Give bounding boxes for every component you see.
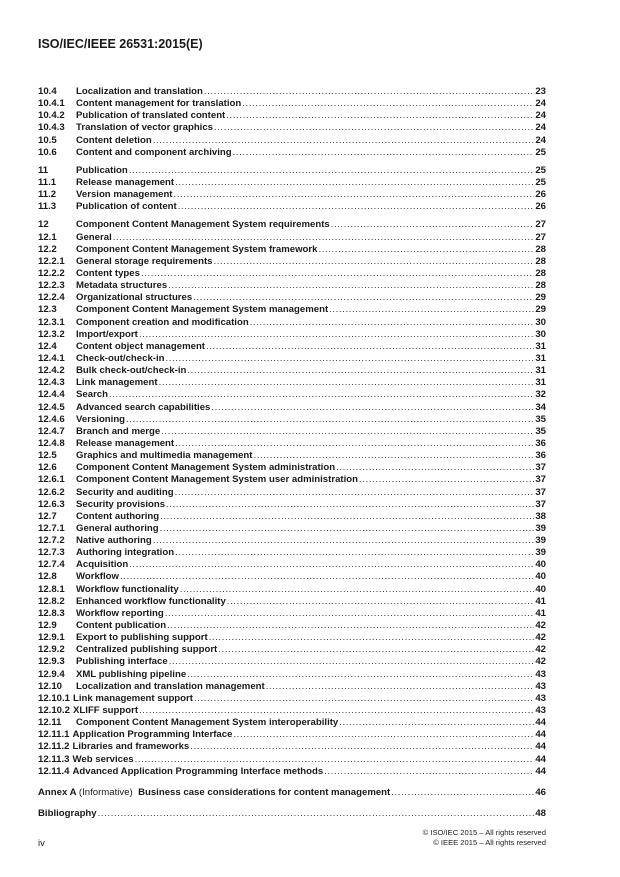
toc-leader-dots	[227, 596, 535, 608]
toc-entry[interactable]	[38, 474, 546, 486]
toc-leader-dots	[180, 584, 535, 596]
toc-leader-dots	[250, 317, 535, 329]
toc-section-number: 12.2.4	[38, 292, 65, 304]
toc-leader-dots	[318, 244, 534, 256]
toc-page-number: 30	[535, 316, 546, 328]
toc-page-number: 27	[535, 219, 546, 231]
toc-entry-title: Enhanced workflow functionality	[76, 595, 226, 607]
toc-entry-bibliography[interactable]	[38, 808, 546, 820]
toc-section-number: 12.6	[38, 462, 57, 474]
toc-leader-dots	[174, 189, 535, 201]
toc-entry-title: XLIFF support	[73, 705, 139, 717]
toc-page-number: 42	[535, 632, 546, 644]
copyright-ieee: © IEEE 2015 – All rights reserved	[433, 838, 546, 847]
toc-page-number: 37	[535, 474, 546, 486]
toc-section-number: 12.4.7	[38, 425, 65, 437]
toc-section-number: 10.4.3	[38, 122, 65, 134]
toc-leader-dots	[204, 86, 534, 98]
toc-page-number: 25	[535, 164, 546, 176]
toc-entry-title: Component Content Management System interoperability	[76, 717, 339, 729]
toc-section-number: 12.4.2	[38, 365, 65, 377]
toc-leader-dots	[120, 571, 534, 583]
footer-page-number: iv	[38, 838, 45, 849]
table-of-contents	[38, 86, 546, 820]
toc-entry-title: Link management support	[73, 692, 193, 704]
toc-group-section-11	[38, 165, 546, 214]
toc-entry-title: Advanced search capabilities	[76, 401, 211, 413]
toc-leader-dots	[98, 808, 535, 820]
toc-entry[interactable]	[38, 256, 546, 268]
toc-entry-title: Content management for translation	[76, 98, 242, 110]
toc-entry-title: XML publishing pipeline	[76, 668, 187, 680]
toc-entry[interactable]	[38, 499, 546, 511]
toc-entry-title: Organizational structures	[76, 292, 193, 304]
toc-entry[interactable]	[38, 98, 546, 110]
toc-entry[interactable]	[38, 377, 546, 389]
toc-section-number: 10.5	[38, 134, 57, 146]
toc-page-number: 32	[535, 389, 546, 401]
toc-entry[interactable]	[38, 656, 546, 668]
toc-section-number: 12.6.2	[38, 486, 65, 498]
toc-section-number: 12.9.3	[38, 656, 65, 668]
toc-leader-dots	[129, 165, 535, 177]
toc-entry-title: General authoring	[76, 522, 159, 534]
toc-entry[interactable]	[38, 365, 546, 377]
toc-section-number: 12.3.1	[38, 316, 65, 328]
toc-leader-dots	[141, 268, 534, 280]
toc-entry-title: Workflow reporting	[76, 607, 164, 619]
toc-leader-dots	[175, 177, 534, 189]
toc-page-number: 48	[535, 808, 546, 820]
toc-entry-title: Content and component archiving	[76, 146, 232, 158]
toc-section-number: 10.6	[38, 146, 57, 158]
toc-section-number: 12.2	[38, 243, 57, 255]
toc-entry[interactable]	[38, 280, 546, 292]
toc-leader-dots	[139, 705, 534, 717]
toc-entry-title: Branch and merge	[76, 425, 161, 437]
toc-entry[interactable]	[38, 729, 546, 741]
toc-leader-dots	[391, 787, 534, 799]
toc-section-number: 12.11.4	[38, 765, 70, 777]
toc-page-number: 26	[535, 189, 546, 201]
toc-page-number: 30	[535, 328, 546, 340]
toc-entry[interactable]	[38, 414, 546, 426]
toc-leader-dots	[194, 693, 534, 705]
toc-entry[interactable]	[38, 219, 546, 231]
toc-page-number: 24	[535, 98, 546, 110]
toc-entry[interactable]	[38, 547, 546, 559]
toc-leader-dots	[329, 304, 534, 316]
toc-page-number: 42	[535, 656, 546, 668]
toc-entry[interactable]	[38, 462, 546, 474]
toc-entry[interactable]	[38, 189, 546, 201]
toc-leader-dots	[139, 329, 534, 341]
toc-section-number: 12.7.2	[38, 535, 65, 547]
toc-entry-title: Component Content Management System management	[76, 304, 329, 316]
toc-section-number: 12	[38, 219, 49, 231]
toc-entry-title: Content object management	[76, 340, 205, 352]
toc-entry[interactable]	[38, 487, 546, 499]
toc-spacer	[38, 799, 546, 808]
toc-page-number: 26	[535, 201, 546, 213]
toc-page-number: 29	[535, 304, 546, 316]
toc-entry-title: Bulk check-out/check-in	[76, 365, 187, 377]
toc-entry-title: Search	[76, 389, 108, 401]
footer-copyright	[423, 828, 546, 848]
toc-section-number: 12.7.3	[38, 547, 65, 559]
toc-section-number: 10.4.1	[38, 98, 65, 110]
toc-entry-title: Acquisition	[76, 559, 129, 571]
toc-section-number: 11.3	[38, 201, 57, 213]
toc-page-number: 31	[535, 377, 546, 389]
toc-entry-title: Centralized publishing support	[76, 644, 218, 656]
toc-entry-title: Import/export	[76, 328, 138, 340]
toc-entry-title: Web services	[72, 753, 134, 765]
toc-page-number: 27	[535, 231, 546, 243]
toc-entry-title: Security provisions	[76, 498, 166, 510]
toc-entry[interactable]	[38, 353, 546, 365]
toc-page-number: 41	[535, 595, 546, 607]
toc-leader-dots	[233, 729, 534, 741]
toc-entry-title: Export to publishing support	[76, 632, 208, 644]
toc-leader-dots	[109, 389, 534, 401]
toc-section-number: 12.4.3	[38, 377, 65, 389]
toc-entry-title: Component Content Management System requirements	[76, 219, 330, 231]
toc-section-number: 12.3	[38, 304, 57, 316]
toc-entry-title: Publication of content	[76, 201, 177, 213]
toc-leader-dots	[129, 559, 534, 571]
toc-entry[interactable]	[38, 86, 546, 98]
toc-section-number: 12.8.3	[38, 607, 65, 619]
toc-page-number: 37	[535, 486, 546, 498]
toc-leader-dots	[166, 499, 534, 511]
toc-leader-dots	[126, 414, 534, 426]
toc-entry[interactable]	[38, 177, 546, 189]
toc-entry-title: Workflow	[76, 571, 119, 583]
toc-entry[interactable]	[38, 110, 546, 122]
toc-section-number: 12.9.2	[38, 644, 65, 656]
toc-entry-title: Libraries and frameworks	[72, 741, 190, 753]
toc-entry-title: Release management	[76, 437, 175, 449]
toc-entry-title: Metadata structures	[76, 280, 168, 292]
toc-entry-title: Translation of vector graphics	[76, 122, 214, 134]
toc-entry-title: Security and auditing	[76, 486, 174, 498]
toc-section-number: 12.5	[38, 450, 57, 462]
toc-section-number: 11.1	[38, 176, 57, 188]
toc-entry[interactable]	[38, 389, 546, 401]
toc-page-number: 42	[535, 644, 546, 656]
toc-page-number: 38	[535, 510, 546, 522]
toc-page-number: 28	[535, 255, 546, 267]
toc-section-number: 12.4.8	[38, 437, 65, 449]
toc-section-number: 12.1	[38, 231, 57, 243]
toc-section-number: 12.11.1	[38, 729, 70, 741]
toc-section-number: 12.2.1	[38, 255, 65, 267]
toc-page-number: 43	[535, 668, 546, 680]
toc-entry[interactable]	[38, 523, 546, 535]
toc-entry[interactable]	[38, 450, 546, 462]
toc-entry-title: Content publication	[76, 620, 167, 632]
toc-page-number: 35	[535, 413, 546, 425]
toc-leader-dots	[166, 353, 535, 365]
toc-page-number: 40	[535, 583, 546, 595]
toc-page-number: 24	[535, 134, 546, 146]
toc-leader-dots	[266, 681, 535, 693]
toc-entry[interactable]	[38, 165, 546, 177]
toc-page-number: 40	[535, 559, 546, 571]
toc-page-number: 29	[535, 292, 546, 304]
toc-entry-title: Graphics and multimedia management	[76, 450, 253, 462]
toc-entry[interactable]	[38, 329, 546, 341]
toc-leader-dots	[324, 766, 534, 778]
document-header: ISO/IEC/IEEE 26531:2015(E)	[38, 37, 203, 51]
toc-entry[interactable]	[38, 754, 546, 766]
toc-entry[interactable]	[38, 438, 546, 450]
toc-page-number: 28	[535, 267, 546, 279]
toc-section-number: 12.4.6	[38, 413, 65, 425]
toc-group-section-10	[38, 86, 546, 159]
toc-annex-title: Annex A (Informative) Business case considerations for content management	[38, 786, 391, 798]
toc-entry[interactable]	[38, 766, 546, 778]
toc-entry-annex-a[interactable]	[38, 787, 546, 799]
toc-leader-dots	[187, 669, 534, 681]
toc-entry[interactable]	[38, 571, 546, 583]
toc-section-number: 11	[38, 164, 49, 176]
toc-leader-dots	[169, 656, 535, 668]
toc-page-number: 46	[535, 786, 546, 798]
toc-entry-title: Application Programming Interface	[72, 729, 233, 741]
toc-section-number: 12.4.5	[38, 401, 65, 413]
toc-page-number: 44	[535, 765, 546, 777]
toc-leader-dots	[153, 135, 535, 147]
toc-leader-dots	[175, 547, 534, 559]
toc-entry[interactable]	[38, 232, 546, 244]
toc-entry-title: General storage requirements	[76, 255, 213, 267]
toc-leader-dots	[178, 201, 535, 213]
toc-entry[interactable]	[38, 693, 546, 705]
toc-entry-title: Content types	[76, 267, 140, 279]
toc-leader-dots	[339, 717, 534, 729]
toc-leader-dots	[160, 511, 534, 523]
toc-section-number: 12.11.2	[38, 741, 70, 753]
toc-leader-dots	[165, 608, 535, 620]
toc-leader-dots	[161, 426, 534, 438]
toc-entry-title: Check-out/check-in	[76, 352, 165, 364]
toc-entry[interactable]	[38, 201, 546, 213]
toc-leader-dots	[253, 450, 534, 462]
toc-leader-dots	[206, 341, 534, 353]
toc-entry[interactable]	[38, 705, 546, 717]
toc-section-number: 12.6.1	[38, 474, 65, 486]
toc-entry[interactable]	[38, 304, 546, 316]
toc-page-number: 24	[535, 122, 546, 134]
toc-entry[interactable]	[38, 535, 546, 547]
toc-leader-dots	[214, 122, 534, 134]
toc-leader-dots	[167, 620, 534, 632]
toc-section-number: 12.9	[38, 620, 57, 632]
toc-leader-dots	[187, 365, 534, 377]
toc-leader-dots	[218, 644, 534, 656]
toc-page-number: 24	[535, 110, 546, 122]
toc-section-number: 12.8.2	[38, 595, 65, 607]
toc-entry-title: Native authoring	[76, 535, 152, 547]
toc-page-number: 23	[535, 86, 546, 97]
toc-section-number: 12.4.1	[38, 352, 65, 364]
toc-page-number: 44	[535, 753, 546, 765]
toc-page-number: 43	[535, 680, 546, 692]
toc-entry[interactable]	[38, 268, 546, 280]
toc-leader-dots	[211, 402, 534, 414]
toc-page-number: 37	[535, 498, 546, 510]
toc-entry[interactable]	[38, 122, 546, 134]
toc-page-number: 28	[535, 243, 546, 255]
toc-section-number: 12.10.1	[38, 692, 71, 704]
toc-entry-title: Publication	[76, 164, 128, 176]
toc-leader-dots	[160, 523, 535, 535]
toc-entry-title: Publication of translated content	[76, 110, 226, 122]
toc-section-number: 12.3.2	[38, 328, 65, 340]
toc-entry-title: Localization and translation management	[76, 680, 265, 692]
toc-entry-title: Component Content Management System user administration	[76, 474, 358, 486]
toc-entry-title: General	[76, 231, 112, 243]
toc-leader-dots	[193, 292, 534, 304]
toc-leader-dots	[113, 232, 535, 244]
toc-entry-title: Localization and translation	[76, 86, 203, 97]
toc-page-number: 43	[535, 705, 546, 717]
toc-entry[interactable]	[38, 608, 546, 620]
toc-page-number: 36	[535, 437, 546, 449]
toc-page-number: 37	[535, 462, 546, 474]
toc-section-number: 12.4.4	[38, 389, 65, 401]
toc-entry[interactable]	[38, 584, 546, 596]
toc-section-number: 12.9.1	[38, 632, 65, 644]
toc-entry-title: Advanced Application Programming Interface methods	[72, 765, 324, 777]
toc-entry[interactable]	[38, 317, 546, 329]
toc-page-number: 44	[535, 729, 546, 741]
toc-entry[interactable]	[38, 669, 546, 681]
toc-page-number: 28	[535, 280, 546, 292]
toc-entry[interactable]	[38, 741, 546, 753]
toc-page-number: 31	[535, 365, 546, 377]
toc-leader-dots	[168, 280, 534, 292]
toc-section-number: 12.8	[38, 571, 57, 583]
toc-entry[interactable]	[38, 620, 546, 632]
toc-section-number: 12.7.1	[38, 522, 65, 534]
toc-leader-dots	[159, 377, 535, 389]
toc-leader-dots	[331, 219, 535, 231]
toc-leader-dots	[359, 474, 534, 486]
toc-page-number: 40	[535, 571, 546, 583]
toc-section-number: 12.9.4	[38, 668, 65, 680]
toc-entry-title: Link management	[76, 377, 158, 389]
toc-leader-dots	[242, 98, 534, 110]
toc-page-number: 31	[535, 352, 546, 364]
toc-section-number: 12.10.2	[38, 705, 71, 717]
copyright-iso-iec: © ISO/IEC 2015 – All rights reserved	[422, 828, 546, 837]
toc-page-number: 44	[535, 717, 546, 729]
toc-section-number: 10.4	[38, 86, 57, 97]
toc-entry-title: Content deletion	[76, 134, 152, 146]
toc-leader-dots	[336, 462, 534, 474]
toc-page-number: 39	[535, 535, 546, 547]
toc-page-number: 39	[535, 547, 546, 559]
toc-page-number: 36	[535, 450, 546, 462]
toc-entry-title: Publishing interface	[76, 656, 168, 668]
toc-entry[interactable]	[38, 559, 546, 571]
toc-section-number: 12.11.3	[38, 753, 70, 765]
toc-entry[interactable]	[38, 135, 546, 147]
toc-leader-dots	[190, 741, 534, 753]
toc-entry[interactable]	[38, 244, 546, 256]
toc-entry[interactable]	[38, 292, 546, 304]
toc-page-number: 25	[535, 146, 546, 158]
toc-entry[interactable]	[38, 426, 546, 438]
toc-page-number: 39	[535, 522, 546, 534]
toc-section-number: 12.10	[38, 680, 63, 692]
toc-entry[interactable]	[38, 402, 546, 414]
toc-section-number: 12.11	[38, 717, 62, 729]
toc-entry-title: Version management	[76, 189, 173, 201]
toc-entry[interactable]	[38, 644, 546, 656]
toc-entry-title: Authoring integration	[76, 547, 175, 559]
toc-spacer	[38, 778, 546, 787]
toc-leader-dots	[226, 110, 534, 122]
toc-section-number: 12.4	[38, 340, 57, 352]
toc-entry[interactable]	[38, 681, 546, 693]
toc-entry-title: Workflow functionality	[76, 583, 179, 595]
toc-entry[interactable]	[38, 596, 546, 608]
toc-page-number: 35	[535, 425, 546, 437]
toc-leader-dots	[209, 632, 535, 644]
toc-page-number: 31	[535, 340, 546, 352]
toc-entry-title: Component creation and modification	[76, 316, 249, 328]
toc-entry[interactable]	[38, 632, 546, 644]
toc-section-number: 11.2	[38, 189, 57, 201]
toc-leader-dots	[214, 256, 535, 268]
toc-section-number: 12.8.1	[38, 583, 65, 595]
toc-entry-title: Bibliography	[38, 808, 97, 820]
toc-page-number: 41	[535, 607, 546, 619]
toc-section-number: 12.2.3	[38, 280, 65, 292]
toc-group-section-12	[38, 219, 546, 777]
toc-entry-title: Component Content Management System framework	[76, 243, 318, 255]
toc-section-number: 10.4.2	[38, 110, 65, 122]
toc-section-number: 12.2.2	[38, 267, 65, 279]
toc-page-number: 25	[535, 176, 546, 188]
toc-section-number: 12.7	[38, 510, 57, 522]
toc-section-number: 12.6.3	[38, 498, 65, 510]
toc-entry-title: Component Content Management System administration	[76, 462, 336, 474]
toc-entry-title: Release management	[76, 176, 175, 188]
toc-entry-title: Content authoring	[76, 510, 160, 522]
toc-leader-dots	[175, 487, 535, 499]
toc-section-number: 12.7.4	[38, 559, 65, 571]
toc-entry[interactable]	[38, 147, 546, 159]
toc-page-number: 44	[535, 741, 546, 753]
toc-page-number: 42	[535, 620, 546, 632]
toc-page-number: 34	[535, 401, 546, 413]
toc-leader-dots	[135, 754, 535, 766]
toc-page-number: 43	[535, 692, 546, 704]
toc-leader-dots	[175, 438, 534, 450]
toc-entry[interactable]	[38, 511, 546, 523]
toc-leader-dots	[153, 535, 535, 547]
toc-entry-title: Versioning	[76, 413, 126, 425]
toc-leader-dots	[233, 147, 535, 159]
toc-entry[interactable]	[38, 717, 546, 729]
toc-entry[interactable]	[38, 341, 546, 353]
